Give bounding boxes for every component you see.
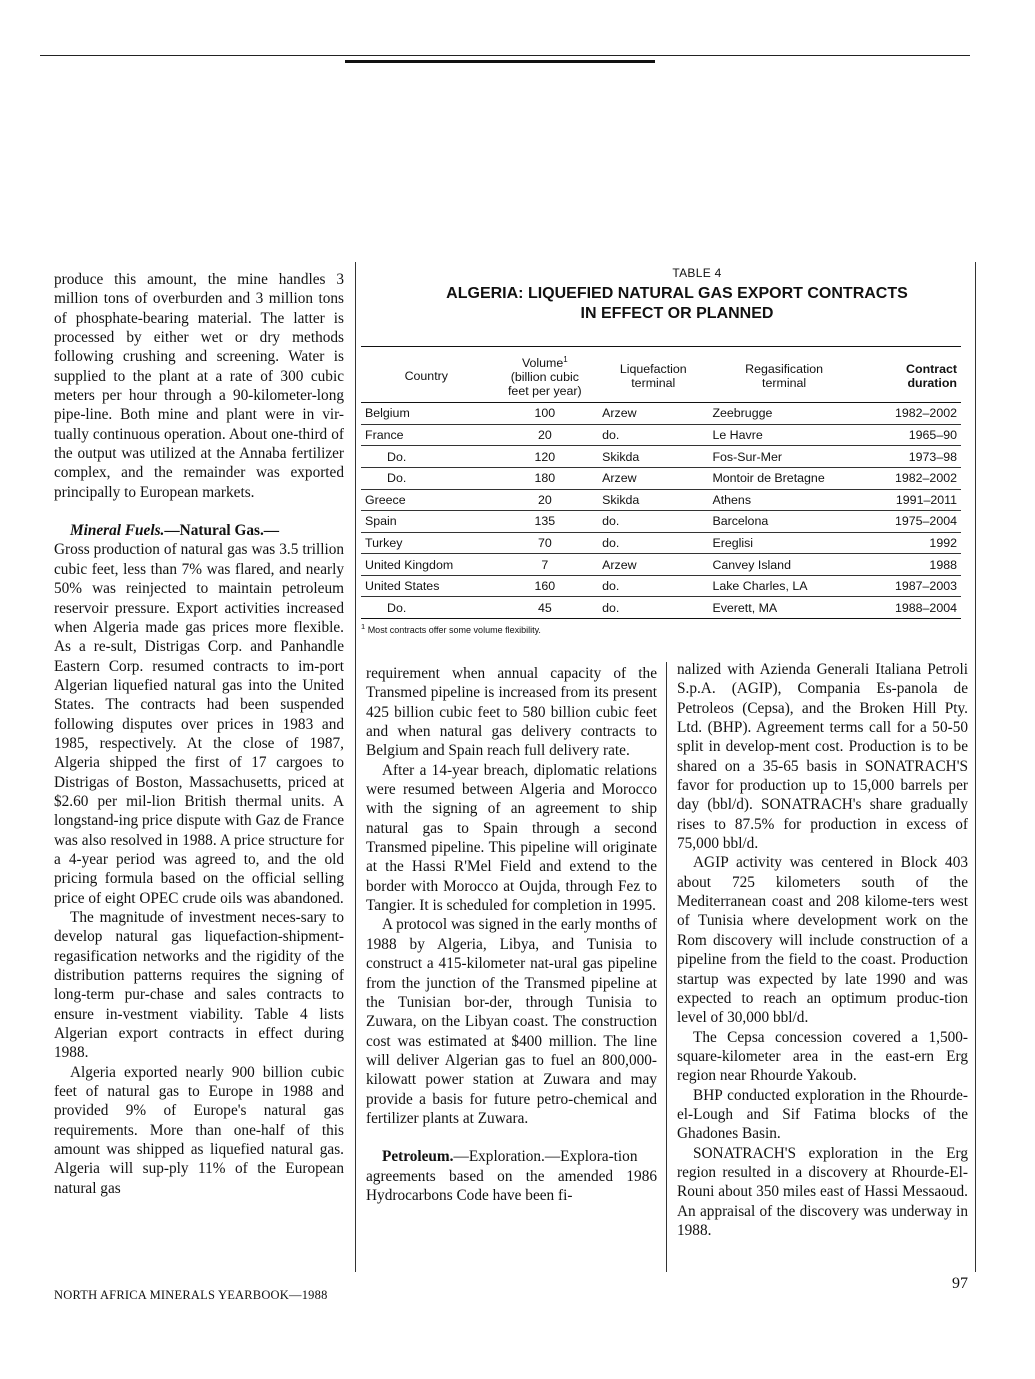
cell-country: France <box>361 424 492 446</box>
column-divider <box>666 662 667 1272</box>
cell-liquefaction: Skikda <box>598 489 708 511</box>
cell-liquefaction: do. <box>598 424 708 446</box>
top-rule-bold <box>345 60 655 63</box>
cell-volume: 45 <box>492 597 599 619</box>
cell-country: Spain <box>361 511 492 533</box>
header-volume-line1: Volume <box>521 356 564 371</box>
lng-contracts-table <box>361 346 961 619</box>
cell-duration: 1973–98 <box>860 446 961 468</box>
section-heading-mineral-fuels <box>54 521 344 540</box>
cell-liquefaction: Arzew <box>598 554 708 576</box>
table-row <box>361 467 961 489</box>
cell-regasification: Ereglisi <box>708 532 859 554</box>
cell-liquefaction: do. <box>598 575 708 597</box>
paragraph: The magnitude of investment neces-sary to develop natural gas liquefaction-shipment-regasification networks and the rigidity of the distribution patterns requires the signing of long-term pur-chase and sales contracts to ensure in-vestment viability. Table 4 lists Algerian export contracts in effect during 1988. <box>54 909 344 1062</box>
top-rule <box>40 55 970 56</box>
table-title-line2: IN EFFECT OR PLANNED <box>580 305 774 322</box>
cell-volume: 135 <box>492 511 599 533</box>
cell-duration: 1965–90 <box>860 424 961 446</box>
cell-liquefaction: Arzew <box>598 467 708 489</box>
cell-liquefaction: do. <box>598 597 708 619</box>
cell-country: Greece <box>361 489 492 511</box>
middle-column <box>366 664 657 1205</box>
cell-country: United States <box>361 575 492 597</box>
header-regas-line2: terminal <box>762 375 807 390</box>
heading-rest: —Exploration.—Explora-tion agreements based on the amended 1986 Hydrocarbons Code have been fi- <box>366 1148 657 1204</box>
table-row <box>361 532 961 554</box>
cell-volume: 100 <box>492 403 599 425</box>
cell-country: Turkey <box>361 532 492 554</box>
cell-regasification: Lake Charles, LA <box>708 575 859 597</box>
heading-bold: Petroleum. <box>382 1148 454 1166</box>
header-volume-line2: (billion cubic <box>510 370 579 385</box>
paragraph: AGIP activity was centered in Block 403 about 725 kilometers south of the Mediterranean coast and 208 kilome-ters west of Tunisia where development work on the Rom discovery will include construction of a pipeline from the field to the coast. Production startup was expected by late 1990 and was expected to reach an optimum produc-tion level of 30,000 bbl/d. <box>677 854 968 1027</box>
footnote-marker: 1 <box>361 622 366 632</box>
table-row <box>361 554 961 576</box>
cell-country: Belgium <box>361 403 492 425</box>
cell-regasification: Athens <box>708 489 859 511</box>
paragraph: produce this amount, the mine handles 3 million tons of overburden and 3 million tons of phosphate-bearing material. The latter is processed by either wet or dry methods following crushing and screening. Water is supplied to the plant at a rate of 300 cubic meters per hour through a 90-kilometer-long pipe-line. Both mine and plant were in vir-tually continuous operation. About one-third of the output was utilized at the Annaba fertilizer complex, and the remainder was exported principally to European markets. <box>54 271 344 501</box>
cell-duration: 1992 <box>860 532 961 554</box>
table-title <box>381 284 973 324</box>
header-volume <box>492 347 599 403</box>
page-number: 97 <box>952 1275 968 1292</box>
cell-country: Do. <box>361 597 492 619</box>
cell-country: Do. <box>361 467 492 489</box>
cell-volume: 180 <box>492 467 599 489</box>
table-row <box>361 575 961 597</box>
cell-regasification: Everett, MA <box>708 597 859 619</box>
cell-duration: 1991–2011 <box>860 489 961 511</box>
header-volume-line3: feet per year) <box>507 384 582 399</box>
cell-liquefaction: do. <box>598 511 708 533</box>
table-title-line1: ALGERIA: LIQUEFIED NATURAL GAS EXPORT CONTRACTS <box>446 285 908 302</box>
cell-duration: 1987–2003 <box>860 575 961 597</box>
cell-regasification: Montoir de Bretagne <box>708 467 859 489</box>
header-liq-line1: Liquefaction <box>619 361 687 376</box>
footnote-text: Most contracts offer some volume flexibility. <box>367 625 541 636</box>
table-row <box>361 403 961 425</box>
cell-country: Do. <box>361 446 492 468</box>
header-regasification <box>708 347 859 403</box>
paragraph: nalized with Azienda Generali Italiana Petroli S.p.A. (AGIP), Compania Es-panola de Petroleos (Cepsa), and the Broken Hill Pty. Ltd. (BHP). Agreement terms call for a 50-50 split in develop-ment cost. Production is to be shared on a 35-65 basis in SONATRACH'S favor for production up to 15,000 barrels per day (bbl/d). SONATRACH's share gradually rises to 87.5% for production in excess of 75,000 bbl/d. <box>677 661 968 853</box>
running-footer: NORTH AFRICA MINERALS YEARBOOK—1988 <box>54 1288 328 1302</box>
right-column <box>677 660 968 1240</box>
table-row <box>361 597 961 619</box>
cell-duration: 1982–2002 <box>860 403 961 425</box>
paragraph: requirement when annual capacity of the Transmed pipeline is increased from its present 425 billion cubic feet to 580 billion cubic feet and when natural gas delivery contracts to Belgium and Spain reach full delivery rate. <box>366 665 657 760</box>
cell-regasification: Canvey Island <box>708 554 859 576</box>
cell-duration: 1975–2004 <box>860 511 961 533</box>
left-column <box>54 270 344 1198</box>
cell-duration: 1982–2002 <box>860 467 961 489</box>
table-row <box>361 489 961 511</box>
paragraph: After a 14-year breach, diplomatic relations were resumed between Algeria and Morocco with the signing of an agreement to ship natural gas to Spain through a second Transmed pipeline. This pipeline will originate at the Hassi R'Mel Field and extend to the border with Morocco at Oujda, through Fez to Tangier. It is scheduled for completion in 1995. <box>366 761 657 915</box>
column-divider <box>355 262 356 1272</box>
header-contract <box>860 347 961 403</box>
header-volume-sup: 1 <box>563 355 568 364</box>
cell-volume: 20 <box>492 489 599 511</box>
table-footnote <box>361 622 973 635</box>
paragraph: BHP conducted exploration in the Rhourde-el-Lough and Sif Fatima blocks of the Ghadones Basin. <box>677 1086 968 1143</box>
table-row <box>361 511 961 533</box>
table-label: TABLE 4 <box>672 266 722 280</box>
header-country: Country <box>404 368 448 383</box>
cell-regasification: Barcelona <box>708 511 859 533</box>
header-liq-line2: terminal <box>631 375 676 390</box>
table-header-row <box>361 347 961 403</box>
section-heading-petroleum <box>366 1147 657 1205</box>
table-row <box>361 446 961 468</box>
paragraph: A protocol was signed in the early months of 1988 by Algeria, Libya, and Tunisia to construct a 415-kilometer nat-ural gas pipeline from the junction of the Transmed pipeline at the Tunisian bor-der, through Tunisia to Zuwara, on the Libyan coast. The construction cost was estimated at $400 million. The line will deliver Algerian gas to fuel an 800,000-kilowatt power station at Zuwara and may provide a basis for future petro-chemical and fertilizer plants at Zuwara. <box>366 916 657 1127</box>
header-regas-line1: Regasification <box>745 361 823 376</box>
column-divider <box>975 262 976 1272</box>
heading-italic: Mineral Fuels. <box>70 522 165 540</box>
cell-volume: 120 <box>492 446 599 468</box>
cell-duration: 1988 <box>860 554 961 576</box>
paragraph: SONATRACH'S exploration in the Erg region resulted in a discovery at Rhourde-El-Rouni about 350 miles east of Hassi Messaoud. An appraisal of the discovery was underway in 1988. <box>677 1144 968 1239</box>
cell-regasification: Le Havre <box>708 424 859 446</box>
header-liquefaction <box>598 347 708 403</box>
header-contract-line1: Contract <box>906 361 957 376</box>
cell-volume: 7 <box>492 554 599 576</box>
header-contract-line2: duration <box>907 375 957 390</box>
cell-volume: 70 <box>492 532 599 554</box>
table-4 <box>361 266 973 635</box>
cell-liquefaction: Skikda <box>598 446 708 468</box>
cell-liquefaction: Arzew <box>598 403 708 425</box>
table-row <box>361 424 961 446</box>
paragraph: Gross production of natural gas was 3.5 trillion cubic feet, less than 7% was flared, and nearly 50% was reinjected to maintain petroleum reservoir pressure. Export activities increased when Algeria made gas prices more flexible. As a re-sult, Distrigas Corp. and Panhandle Eastern Corp. resumed contracts to im-port Algerian liquefied natural gas into the United States. The contracts had been suspended following disputes over prices in 1983 and 1985, respectively. At the close of 1987, Algeria shipped the first of 17 cargoes to Distrigas of Boston, Massachusetts, priced at $2.60 per mil-lion British thermal units. A longstand-ing price dispute with Gaz de France was also resolved in 1988. A price structure for a 4-year period was agreed to, and the old pricing formula based on the official selling price of eight OPEC crude oils was abandoned. <box>54 541 344 907</box>
cell-regasification: Fos-Sur-Mer <box>708 446 859 468</box>
cell-regasification: Zeebrugge <box>708 403 859 425</box>
cell-liquefaction: do. <box>598 532 708 554</box>
heading-bold: —Natural Gas.— <box>164 522 280 540</box>
cell-volume: 20 <box>492 424 599 446</box>
cell-duration: 1988–2004 <box>860 597 961 619</box>
cell-volume: 160 <box>492 575 599 597</box>
paragraph: Algeria exported nearly 900 billion cubic feet of natural gas to Europe in 1988 and provided 9% of Europe's natural gas requirements. More than one-half of this amount was shipped as liquefied natural gas. Algeria will sup-ply 11% of the European natural gas <box>54 1063 344 1197</box>
cell-country: United Kingdom <box>361 554 492 576</box>
paragraph: The Cepsa concession covered a 1,500-square-kilometer area in the east-ern Erg region near Rhourde Yakoub. <box>677 1028 968 1085</box>
